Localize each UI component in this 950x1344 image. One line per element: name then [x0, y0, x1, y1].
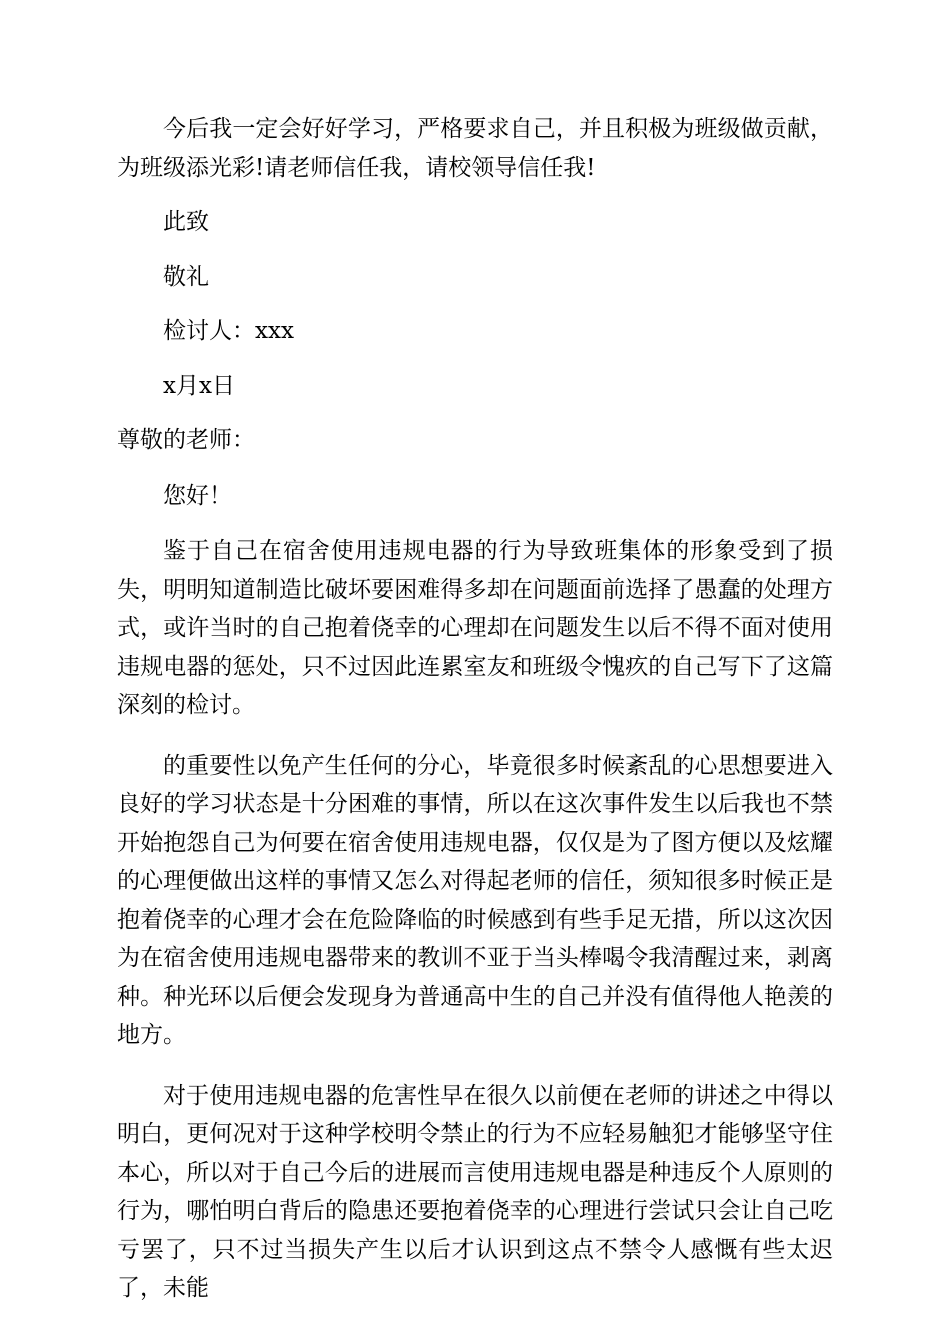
paragraph-hazards: 对于使用违规电器的危害性早在很久以前便在老师的讲述之中得以明白，更何况对于这种学校明令禁止的行为不应轻易触犯才能够坚守住本心，所以对于自己今后的进展而言使用违规电器是种违反个人原则的行为，哪怕明白背后的隐患还要抱着侥幸的心理进行尝试只会让自己吃亏罢了，只不过当损失产生以后才认识到这点不禁令人感慨有些太迟了，未能	[117, 1082, 833, 1301]
paragraph-importance: 的重要性以免产生任何的分心，毕竟很多时候紊乱的心思想要进入良好的学习状态是十分困难的事情，所以在这次事件发生以后我也不禁开始抱怨自己为何要在宿舍使用违规电器，仅仅是为了图方便以及炫耀的心理便做出这样的事情又怎么对得起老师的信任，须知很多时候正是抱着侥幸的心理才会在危险降临的时候感到有些手足无措，所以这次因为在宿舍使用违规电器带来的教训不亚于当头棒喝令我清醒过来，剥离种。种光环以后便会发现身为普通高中生的自己并没有值得他人艳羡的地方。	[117, 752, 833, 1048]
signer-line: 检讨人：xxx	[163, 318, 294, 344]
salutation-line: 尊敬的老师：	[117, 427, 255, 453]
greeting-line: 您好！	[163, 482, 232, 509]
paragraph-commitment: 今后我一定会好好学习，严格要求自己，并且积极为班级做贡献，为班级添光彩!请老师信任我，请校领导信任我!	[117, 116, 833, 181]
closing-line-2: 敬礼	[163, 263, 209, 290]
document-body	[117, 110, 833, 1308]
closing-line-1: 此致	[163, 209, 209, 235]
paragraph-reflection: 鉴于自己在宿舍使用违规电器的行为导致班集体的形象受到了损失，明明知道制造比破坏要困难得多却在问题面前选择了愚蠢的处理方式，或许当时的自己抱着侥幸的心理却在问题发生以后不得不面对使用违规电器的惩处，只不过因此连累室友和班级令愧疚的自己写下了这篇深刻的检讨。	[117, 538, 833, 718]
date-line: x月x日	[163, 372, 235, 399]
